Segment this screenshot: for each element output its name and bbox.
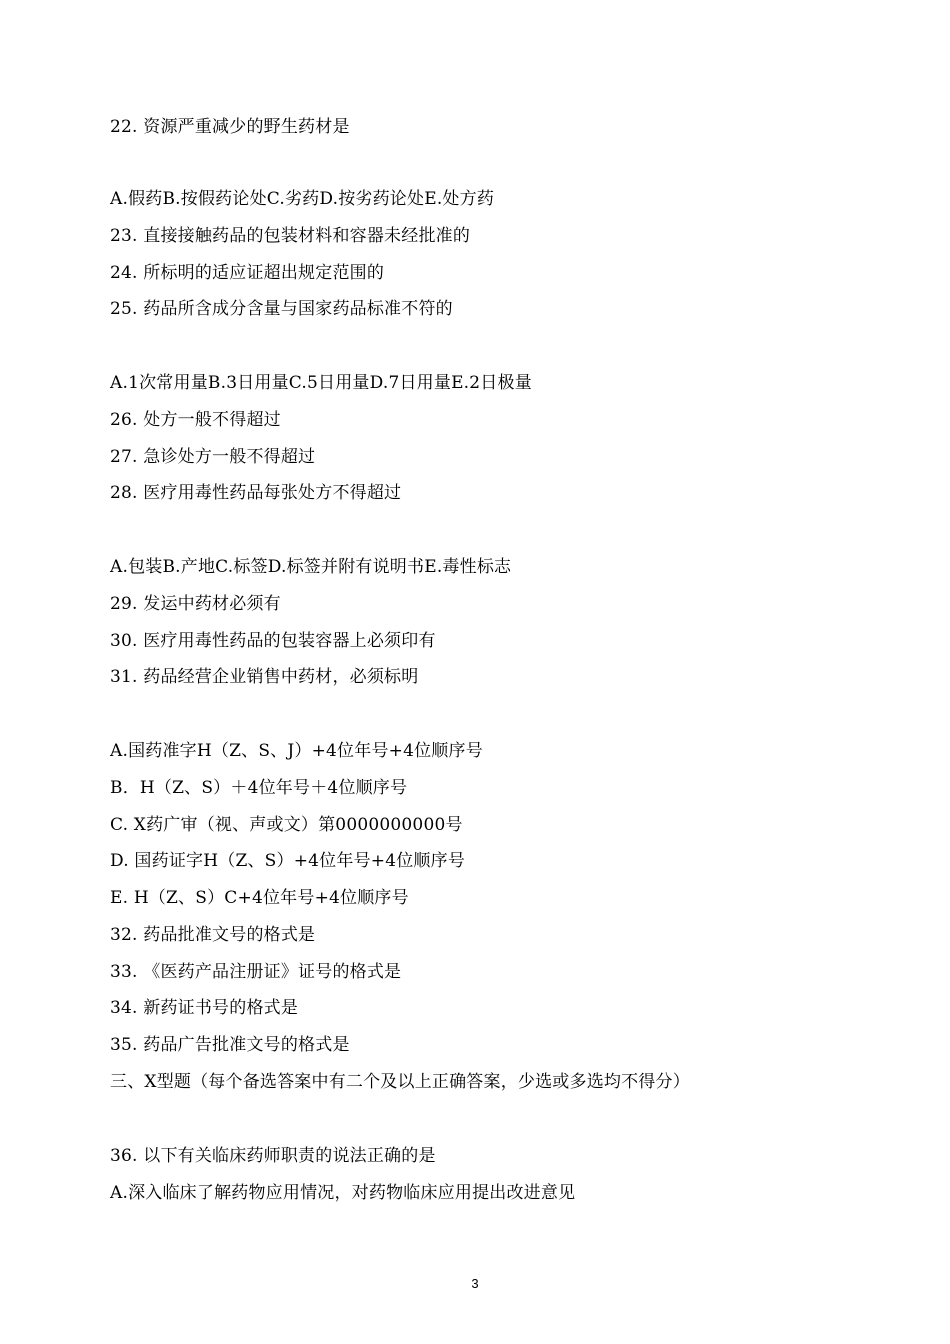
question-27: 27. 急诊处方一般不得超过: [110, 447, 316, 467]
question-25: 25. 药品所含成分含量与国家药品标准不符的: [110, 299, 453, 319]
option-d-32-35: D. 国药证字H（Z、S）+4位年号+4位顺序号: [110, 851, 466, 871]
option-a-36: A.深入临床了解药物应用情况，对药物临床应用提出改进意见: [110, 1183, 576, 1203]
question-33: 33. 《医药产品注册证》证号的格式是: [110, 962, 402, 982]
option-e-32-35: E. H（Z、S）C+4位年号+4位顺序号: [110, 888, 409, 908]
question-22: 22. 资源严重减少的野生药材是: [110, 117, 350, 137]
question-36: 36. 以下有关临床药师职责的说法正确的是: [110, 1146, 436, 1166]
question-23: 23. 直接接触药品的包装材料和容器未经批准的: [110, 226, 471, 246]
option-a-32-35: A.国药准字H（Z、S、J）+4位年号+4位顺序号: [110, 741, 483, 761]
question-34: 34. 新药证书号的格式是: [110, 998, 299, 1018]
question-29: 29. 发运中药材必须有: [110, 594, 281, 614]
options-29-31: A.包装B.产地C.标签D.标签并附有说明书E.毒性标志: [110, 557, 512, 577]
question-24: 24. 所标明的适应证超出规定范围的: [110, 263, 385, 283]
question-35: 35. 药品广告批准文号的格式是: [110, 1035, 350, 1055]
question-30: 30. 医疗用毒性药品的包装容器上必须印有: [110, 631, 436, 651]
options-22-25: A.假药B.按假药论处C.劣药D.按劣药论处E.处方药: [110, 189, 495, 209]
option-b-32-35: B．H（Z、S）＋4位年号＋4位顺序号: [110, 778, 408, 798]
options-26-28: A.1次常用量B.3日用量C.5日用量D.7日用量E.2日极量: [110, 373, 532, 393]
question-32: 32. 药品批准文号的格式是: [110, 925, 316, 945]
question-26: 26. 处方一般不得超过: [110, 410, 281, 430]
option-c-32-35: C. X药广审（视、声或文）第0000000000号: [110, 815, 463, 835]
section-heading-x-type: 三、X型题（每个备选答案中有二个及以上正确答案，少选或多选均不得分）: [110, 1072, 690, 1092]
page-number: 3: [471, 1276, 479, 1291]
question-31: 31. 药品经营企业销售中药材，必须标明: [110, 667, 419, 687]
question-28: 28. 医疗用毒性药品每张处方不得超过: [110, 483, 402, 503]
